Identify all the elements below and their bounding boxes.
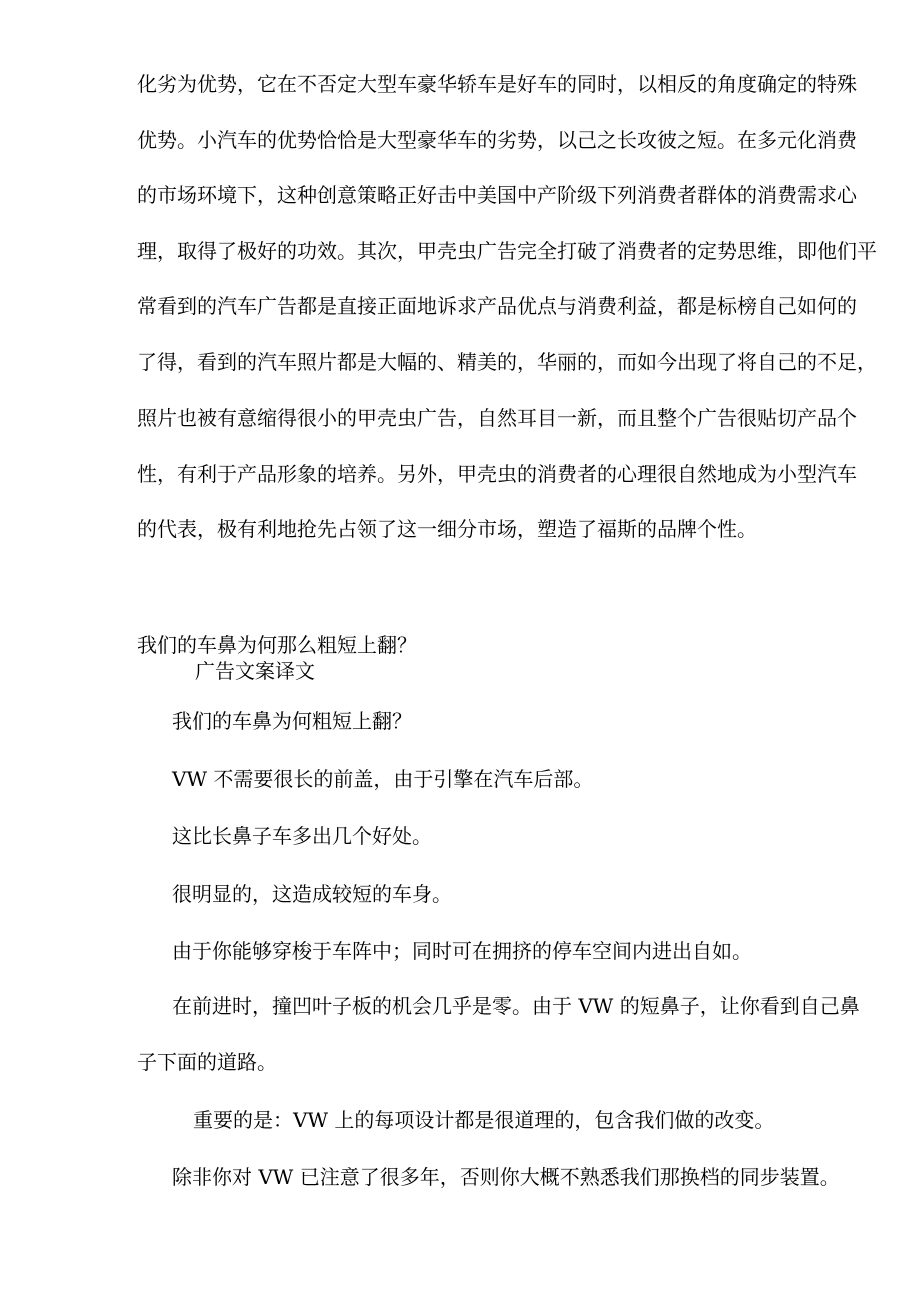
ad-copy-paragraph: 重要的是：VW 上的每项设计都是很道理的，包含我们做的改变。 (193, 1108, 775, 1132)
section-title: 我们的车鼻为何那么粗短上翻？ (137, 633, 417, 657)
ad-copy-paragraph: 我们的车鼻为何粗短上翻？ (172, 709, 412, 733)
analysis-line: 照片也被有意缩得很小的甲壳虫广告，自然耳目一新，而且整个广告很贴切产品个 (137, 406, 857, 430)
analysis-line: 化劣为优势，它在不否定大型车豪华轿车是好车的同时，以相反的角度确定的特殊 (137, 72, 857, 96)
analysis-line: 优势。小汽车的优势恰恰是大型豪华车的劣势，以己之长攻彼之短。在多元化消费 (137, 128, 857, 152)
ad-copy-paragraph: VW 不需要很长的前盖，由于引擎在汽车后部。 (172, 767, 594, 791)
ad-copy-paragraph: 这比长鼻子车多出几个好处。 (172, 824, 432, 848)
analysis-line: 理，取得了极好的功效。其次，甲壳虫广告完全打破了消费者的定势思维，即他们平 (137, 239, 877, 263)
section-subtitle: 广告文案译文 (195, 659, 315, 683)
ad-copy-paragraph: 很明显的，这造成较短的车身。 (172, 882, 452, 906)
ad-copy-paragraph: 在前进时，撞凹叶子板的机会几乎是零。由于 VW 的短鼻子，让你看到自己鼻 (172, 994, 860, 1018)
analysis-line: 性，有利于产品形象的培养。另外，甲壳虫的消费者的心理很自然地成为小型汽车 (137, 462, 857, 486)
analysis-line: 了得，看到的汽车照片都是大幅的、精美的，华丽的，而如今出现了将自己的不足， (137, 350, 877, 374)
ad-copy-paragraph: 除非你对 VW 已注意了很多年，否则你大概不熟悉我们那换档的同步装置。 (172, 1165, 840, 1189)
analysis-line: 的市场环境下，这种创意策略正好击中美国中产阶级下列消费者群体的消费需求心 (137, 183, 857, 207)
ad-copy-paragraph-continued: 子下面的道路。 (137, 1050, 277, 1074)
ad-copy-paragraph: 由于你能够穿梭于车阵中；同时可在拥挤的停车空间内进出自如。 (172, 939, 752, 963)
analysis-line: 常看到的汽车广告都是直接正面地诉求产品优点与消费利益，都是标榜自己如何的 (137, 294, 857, 318)
analysis-line: 的代表，极有利地抢先占领了这一细分市场，塑造了福斯的品牌个性。 (137, 517, 757, 541)
